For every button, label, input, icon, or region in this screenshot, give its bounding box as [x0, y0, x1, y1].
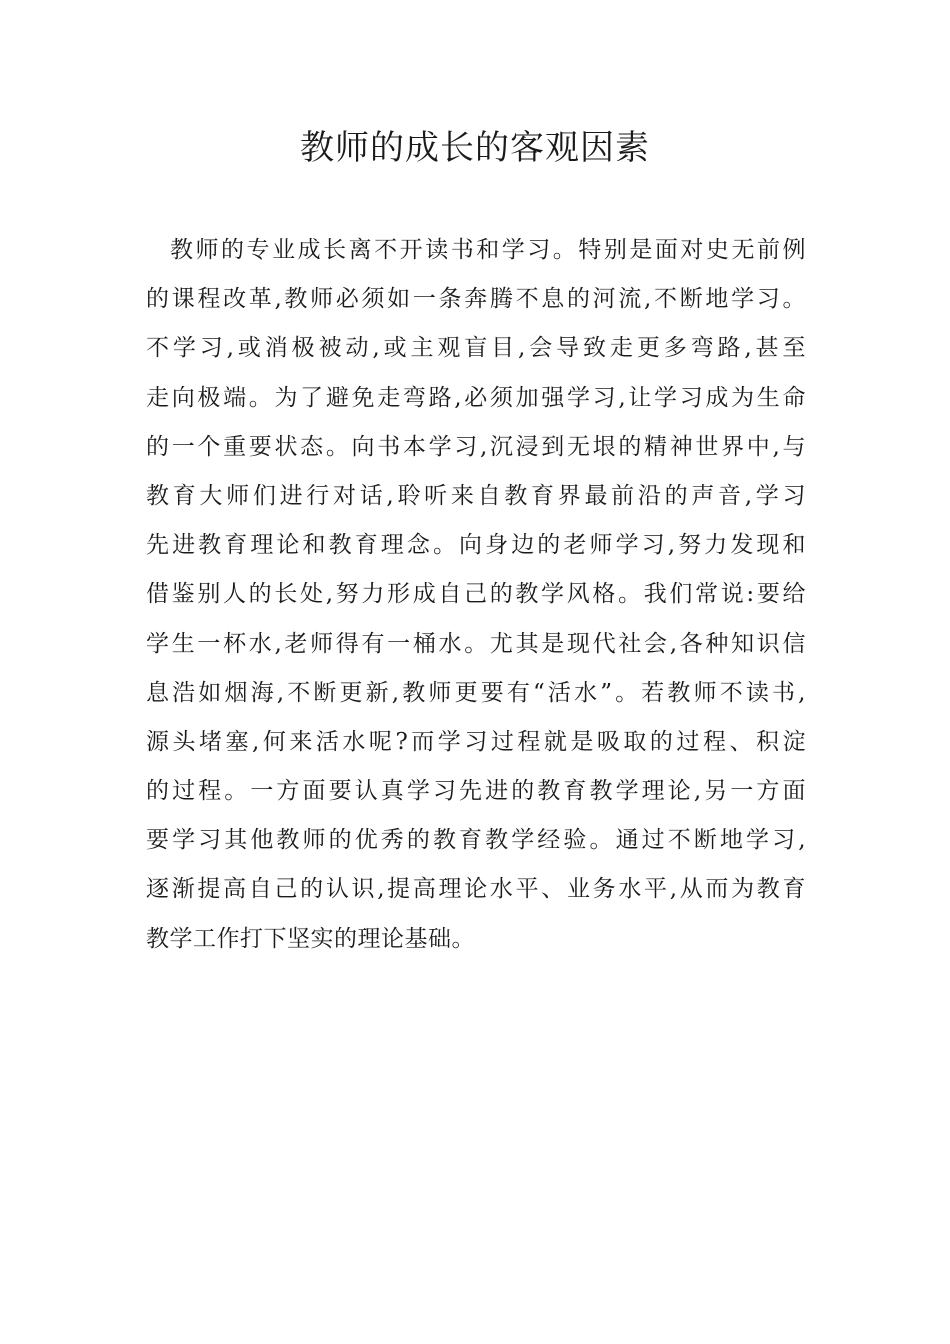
- body-line: 借鉴别人的长处,努力形成自己的教学风格。我们常说:要给: [146, 581, 806, 608]
- body-line: 教育大师们进行对话,聆听来自教育界最前沿的声音,学习: [146, 482, 806, 509]
- body-line: 息浩如烟海,不断更新,教师更要有“活水”。若教师不读书,: [146, 679, 806, 706]
- body-line: 的一个重要状态。向书本学习,沉浸到无垠的精神世界中,与: [146, 433, 806, 460]
- body-line: 要学习其他教师的优秀的教育教学经验。通过不断地学习,: [146, 827, 806, 854]
- document-title: 教师的成长的客观因素: [300, 128, 650, 168]
- body-line: 教学工作打下坚实的理论基础。: [146, 925, 475, 952]
- body-line: 源头堵塞,何来活水呢?而学习过程就是吸取的过程、积淀: [146, 728, 806, 755]
- body-line: 的课程改革,教师必须如一条奔腾不息的河流,不断地学习。: [146, 286, 806, 313]
- body-line: 教师的专业成长离不开读书和学习。特别是面对史无前例: [170, 237, 806, 263]
- body-line: 学生一杯水,老师得有一桶水。尤其是现代社会,各种知识信: [146, 630, 806, 657]
- body-line: 先进教育理论和教育理念。向身边的老师学习,努力发现和: [146, 532, 806, 559]
- body-line: 走向极端。为了避免走弯路,必须加强学习,让学习成为生命: [146, 384, 806, 411]
- body-line: 逐渐提高自己的认识,提高理论水平、业务水平,从而为教育: [146, 876, 806, 903]
- document-body: [146, 226, 806, 964]
- body-line: 不学习,或消极被动,或主观盲目,会导致走更多弯路,甚至: [146, 335, 806, 362]
- body-line: 的过程。一方面要认真学习先进的教育教学理论,另一方面: [146, 778, 806, 805]
